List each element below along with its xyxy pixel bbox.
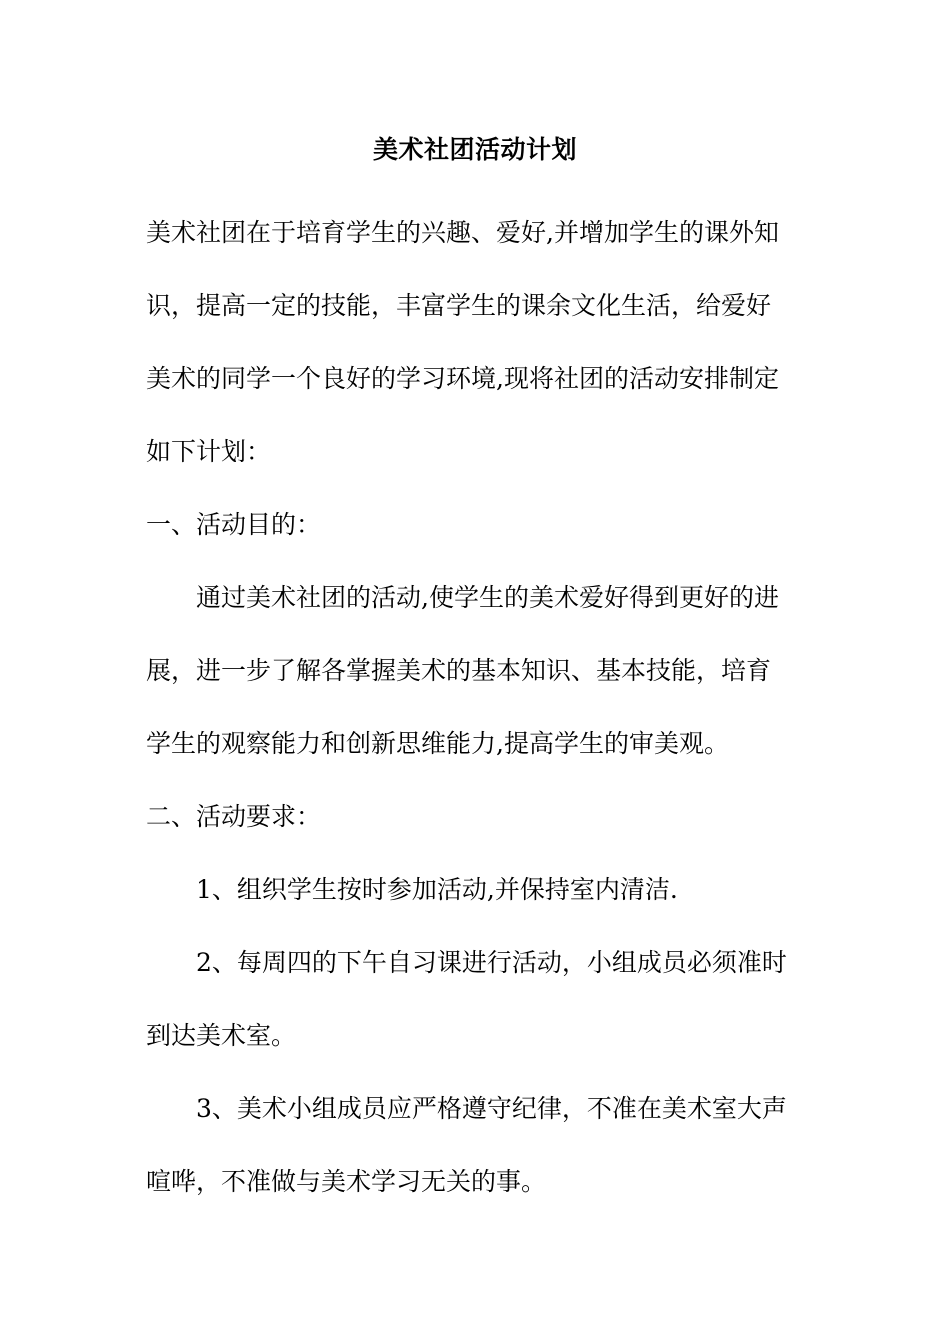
- line-3: 如下计划：: [146, 437, 272, 466]
- document-title: 美术社团活动计划: [372, 135, 577, 164]
- requirement-item-3: 3、美术小组成员应严格遵守纪律，不准在美术室大声: [196, 1094, 787, 1123]
- line-1: 识，提高一定的技能，丰富学生的课余文化生活，给爱好: [146, 291, 772, 320]
- line-13: 喧哗，不准做与美术学习无关的事。: [146, 1167, 547, 1196]
- line-2: 美术的同学一个良好的学习环境,现将社团的活动安排制定: [146, 364, 779, 393]
- section-heading-requirements: 二、活动要求：: [146, 802, 322, 831]
- requirement-item-1: 1、组织学生按时参加活动,并保持室内清洁.: [196, 875, 678, 904]
- line-11: 到达美术室。: [146, 1021, 297, 1050]
- line-5: 通过美术社团的活动,使学生的美术爱好得到更好的进: [196, 583, 779, 612]
- line-0: 美术社团在于培育学生的兴趣、爱好,并增加学生的课外知: [146, 218, 779, 247]
- requirement-item-2: 2、每周四的下午自习课进行活动，小组成员必须准时: [196, 948, 787, 977]
- document-body: [146, 196, 810, 1218]
- line-7: 学生的观察能力和创新思维能力,提高学生的审美观。: [146, 729, 729, 758]
- line-6: 展，进一步了解各掌握美术的基本知识、基本技能，培育: [146, 656, 772, 685]
- section-heading-purpose: 一、活动目的：: [146, 510, 322, 539]
